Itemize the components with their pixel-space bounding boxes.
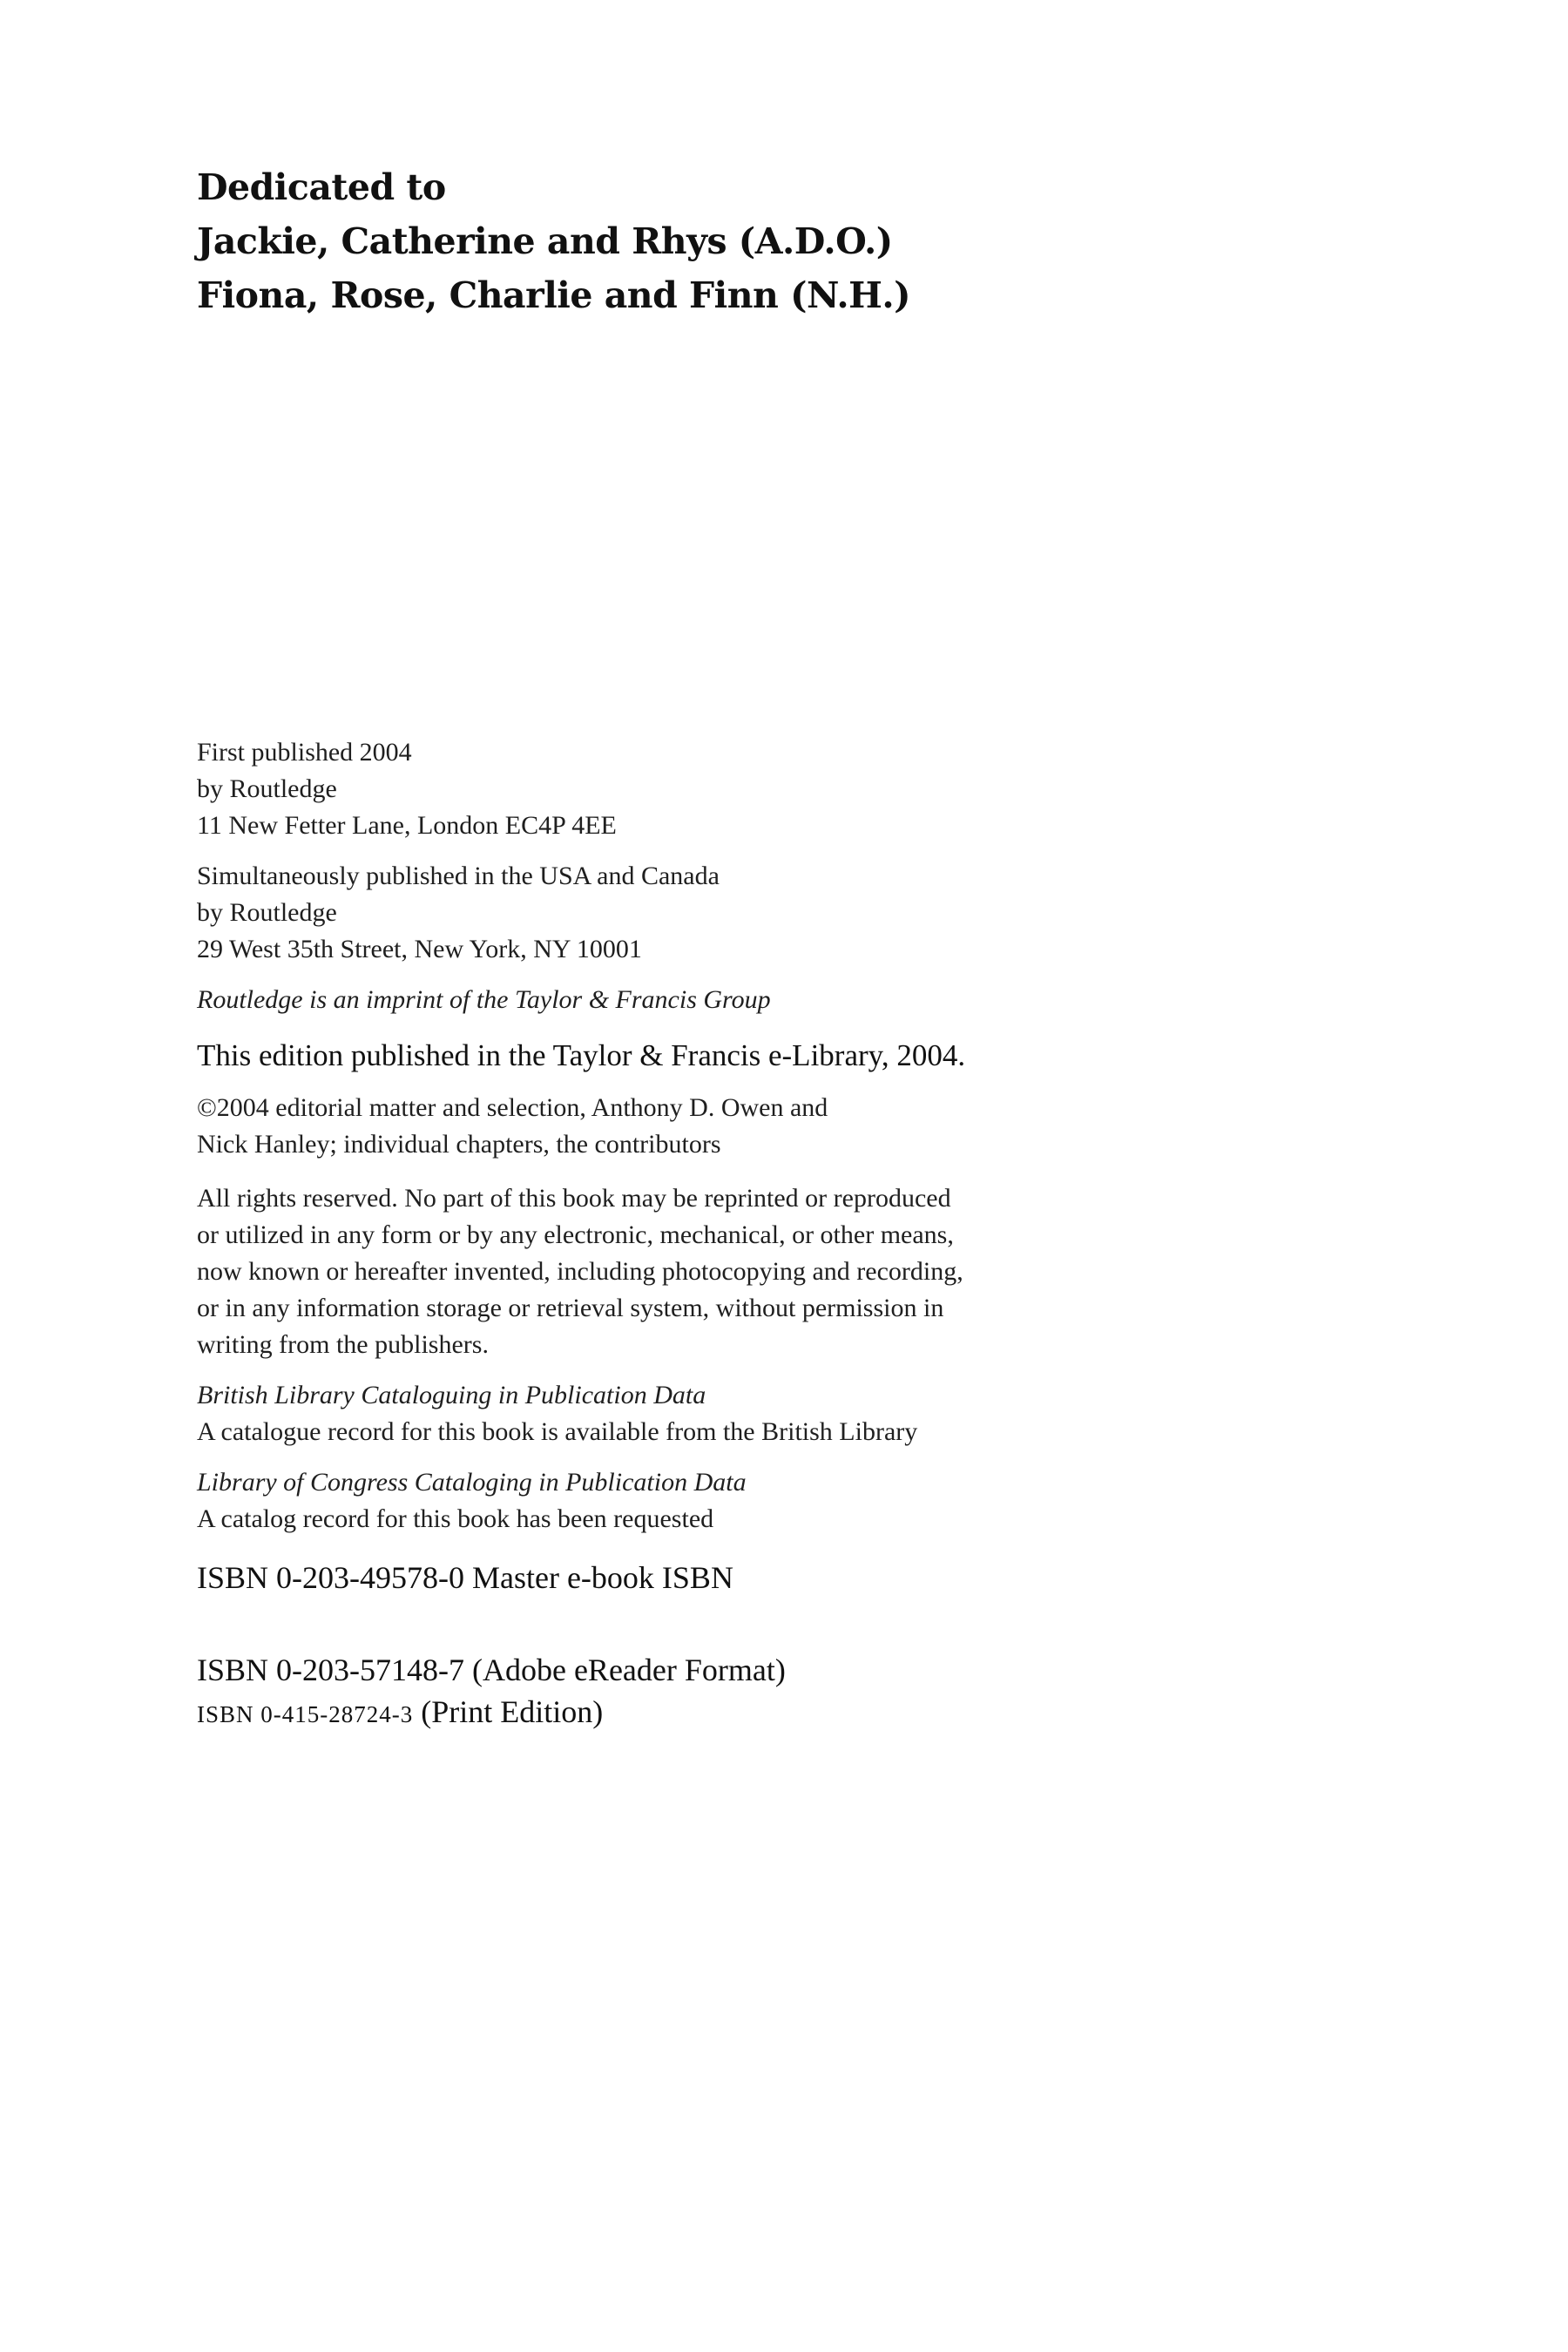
copyright-line-1: ©2004 editorial matter and selection, Anthony D. Owen and (197, 1093, 828, 1122)
isbn-print-label: (Print Edition) (421, 1694, 604, 1729)
rights-line-3: now known or hereafter invented, including photocopying and recording, (197, 1257, 963, 1286)
isbn-print-number: ISBN 0-415-28724-3 (197, 1701, 414, 1727)
first-published-block (197, 734, 1155, 844)
simultaneous-publication-block (197, 858, 1155, 968)
first-published-line: First published 2004 (197, 738, 412, 767)
british-library-block (197, 1377, 1155, 1450)
rights-line-1: All rights reserved. No part of this book may be reprinted or reproduced (197, 1184, 951, 1213)
library-of-congress-heading: Library of Congress Cataloging in Publication Data (197, 1468, 747, 1497)
simultaneous-line: Simultaneously published in the USA and Canada (197, 862, 720, 890)
simultaneous-publisher: by Routledge (197, 898, 337, 927)
simultaneous-address: 29 West 35th Street, New York, NY 10001 (197, 935, 642, 963)
edition-note: This edition published in the Taylor & Francis e-Library, 2004. (197, 1038, 966, 1072)
imprint-note-text: Routledge is an imprint of the Taylor & Francis Group (197, 985, 771, 1014)
dedication-line-nh: Fiona, Rose, Charlie and Finn (N.H.) (197, 274, 911, 316)
isbn-print (197, 1691, 1155, 1735)
library-of-congress-block (197, 1464, 1155, 1538)
imprint-block (197, 734, 1155, 1735)
imprint-note (197, 982, 1155, 1018)
rights-line-5: writing from the publishers. (197, 1330, 489, 1359)
dedication (197, 160, 910, 322)
first-published-address: 11 New Fetter Lane, London EC4P 4EE (197, 811, 617, 840)
rights-block (197, 1180, 1155, 1363)
rights-line-2: or utilized in any form or by any electronic, mechanical, or other means, (197, 1220, 954, 1249)
first-published-publisher: by Routledge (197, 774, 337, 803)
library-of-congress-text: A catalog record for this book has been requested (197, 1504, 714, 1533)
dedication-heading: Dedicated to (197, 166, 446, 208)
dedication-line-ado: Jackie, Catherine and Rhys (A.D.O.) (197, 220, 893, 262)
copyright-block (197, 1090, 1155, 1163)
british-library-heading: British Library Cataloguing in Publication Data (197, 1381, 706, 1409)
rights-line-4: or in any information storage or retrieval system, without permission in (197, 1294, 944, 1322)
isbn-adobe: ISBN 0-203-57148-7 (Adobe eReader Format) (197, 1652, 786, 1687)
copyright-line-2: Nick Hanley; individual chapters, the contributors (197, 1130, 721, 1159)
isbn-master: ISBN 0-203-49578-0 Master e-book ISBN (197, 1560, 733, 1595)
british-library-text: A catalogue record for this book is available from the British Library (197, 1417, 918, 1446)
